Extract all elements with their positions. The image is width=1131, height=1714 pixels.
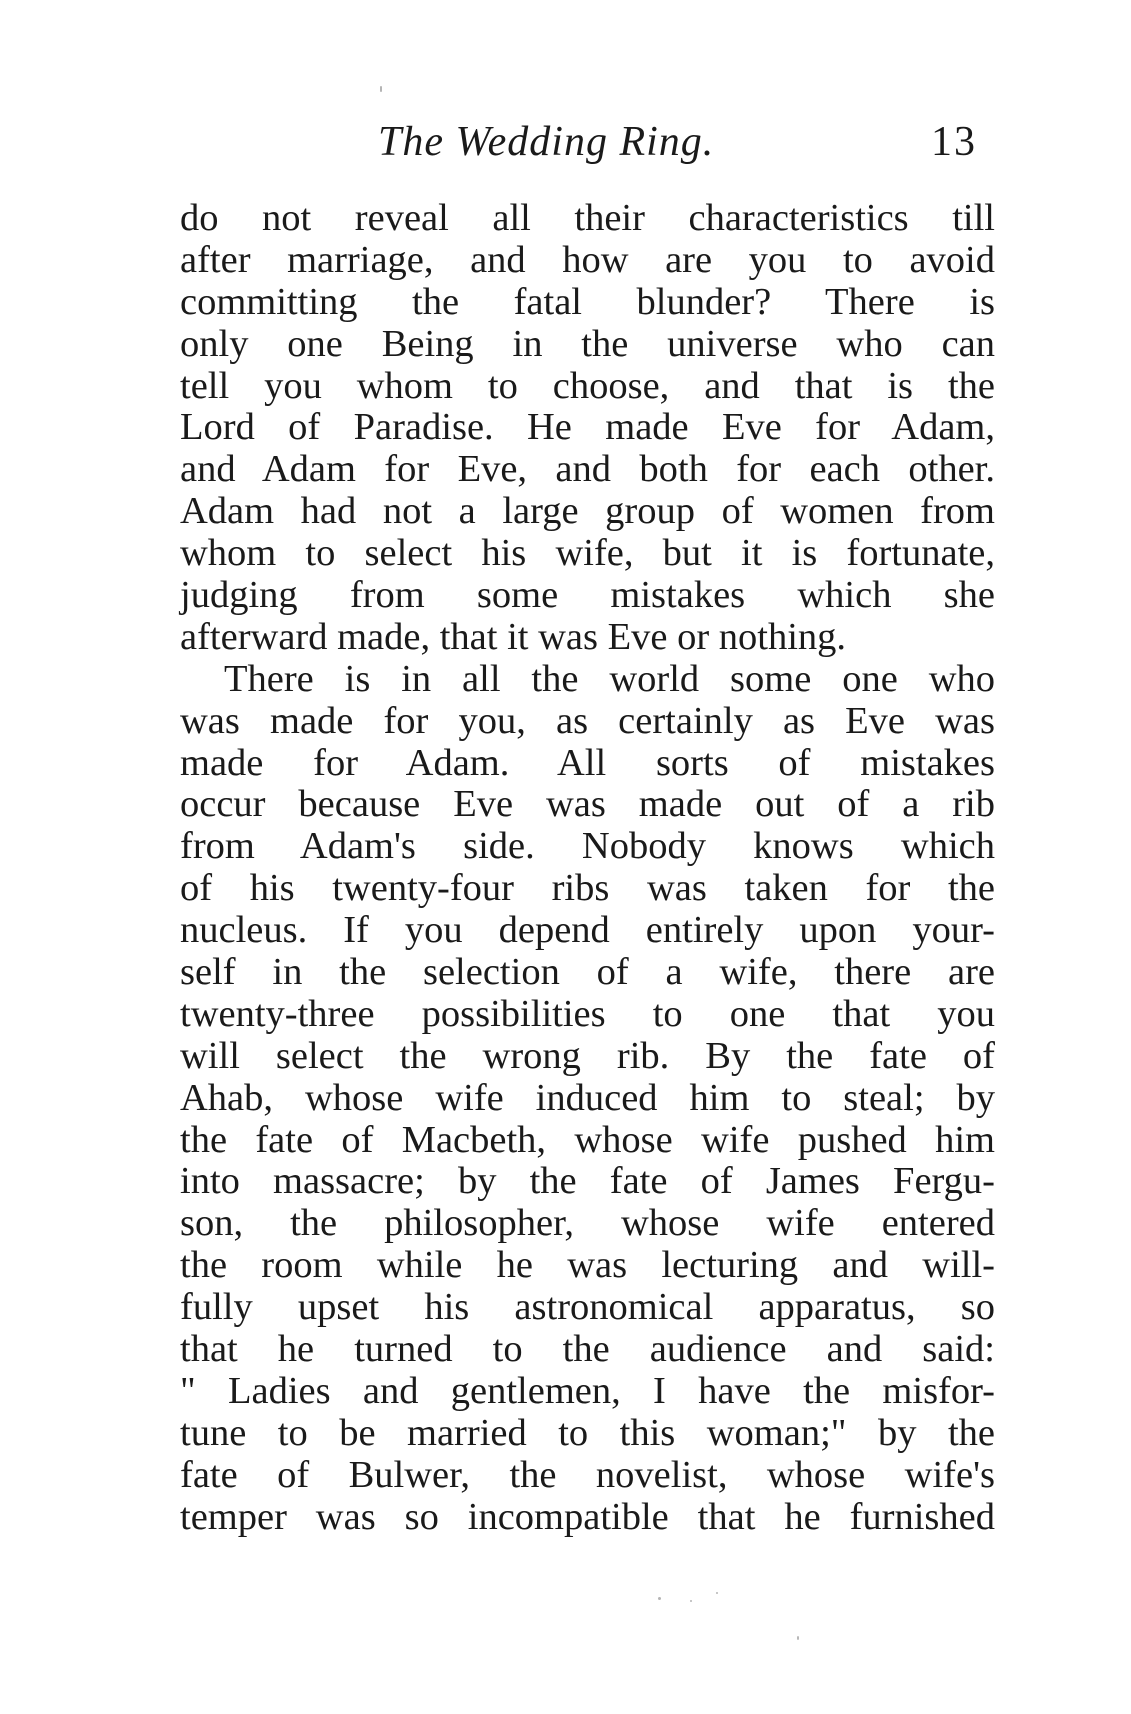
text-line: the fate of Macbeth, whose wife pushed him: [180, 1118, 995, 1161]
text-line: and Adam for Eve, and both for each other.: [180, 448, 995, 491]
text-line: Ahab, whose wife induced him to steal; by: [180, 1076, 995, 1119]
text-line: into massacre; by the fate of James Fergu-: [180, 1160, 995, 1203]
text-line: Lord of Paradise. He made Eve for Adam,: [180, 406, 995, 449]
text-line: twenty-three possibilities to one that you: [180, 992, 995, 1035]
text-line: Adam had not a large group of women from: [180, 490, 995, 533]
page-number: 13: [931, 119, 977, 165]
running-title: The Wedding Ring.: [378, 119, 715, 165]
text-line: fully upset his astronomical apparatus, so: [180, 1286, 995, 1329]
text-line: temper was so incompatible that he furnished: [180, 1495, 995, 1538]
text-line: [180, 1539, 995, 1581]
paper-speck: [797, 1636, 799, 1640]
text-line: tell you whom to choose, and that is the: [180, 364, 995, 407]
paper-speck: [380, 86, 382, 92]
text-line: do not reveal all their characteristics till: [180, 197, 995, 239]
text-line: fate of Bulwer, the novelist, whose wife's: [180, 1453, 995, 1496]
text-line: There is in all the world some one who: [224, 657, 995, 700]
paragraph-2: [180, 659, 995, 1581]
text-line: of his twenty-four ribs was taken for the: [180, 867, 995, 910]
text-line: committing the fatal blunder? There is: [180, 280, 995, 323]
text-line: that he turned to the audience and said:: [180, 1328, 995, 1371]
text-line: son, the philosopher, whose wife entered: [180, 1202, 995, 1245]
text-line: the room while he was lecturing and will-: [180, 1244, 995, 1287]
text-line: occur because Eve was made out of a rib: [180, 783, 995, 826]
text-line: afterward made, that it was Eve or nothing.: [180, 615, 847, 658]
text-line: self in the selection of a wife, there are: [180, 951, 995, 994]
text-line: whom to select his wife, but it is fortunate,: [180, 532, 995, 575]
text-line: made for Adam. All sorts of mistakes: [180, 741, 995, 784]
text-line: only one Being in the universe who can: [180, 322, 995, 365]
text-line: after marriage, and how are you to avoid: [180, 238, 995, 281]
page-header: [180, 118, 995, 178]
paper-speck: [690, 1600, 692, 1602]
paper-speck: [716, 1592, 718, 1594]
text-line: was made for you, as certainly as Eve was: [180, 699, 995, 742]
text-line: tune to be married to this woman;" by the: [180, 1411, 995, 1454]
paper-speck: [658, 1597, 661, 1600]
paragraph-1: [180, 198, 995, 659]
text-line: " Ladies and gentlemen, I have the misfor-: [180, 1369, 995, 1412]
text-line: nucleus. If you depend entirely upon your-: [180, 909, 995, 952]
text-line: judging from some mistakes which she: [180, 574, 995, 617]
text-line: will select the wrong rib. By the fate of: [180, 1034, 995, 1077]
body-text: [180, 198, 995, 1580]
text-line: from Adam's side. Nobody knows which: [180, 825, 995, 868]
